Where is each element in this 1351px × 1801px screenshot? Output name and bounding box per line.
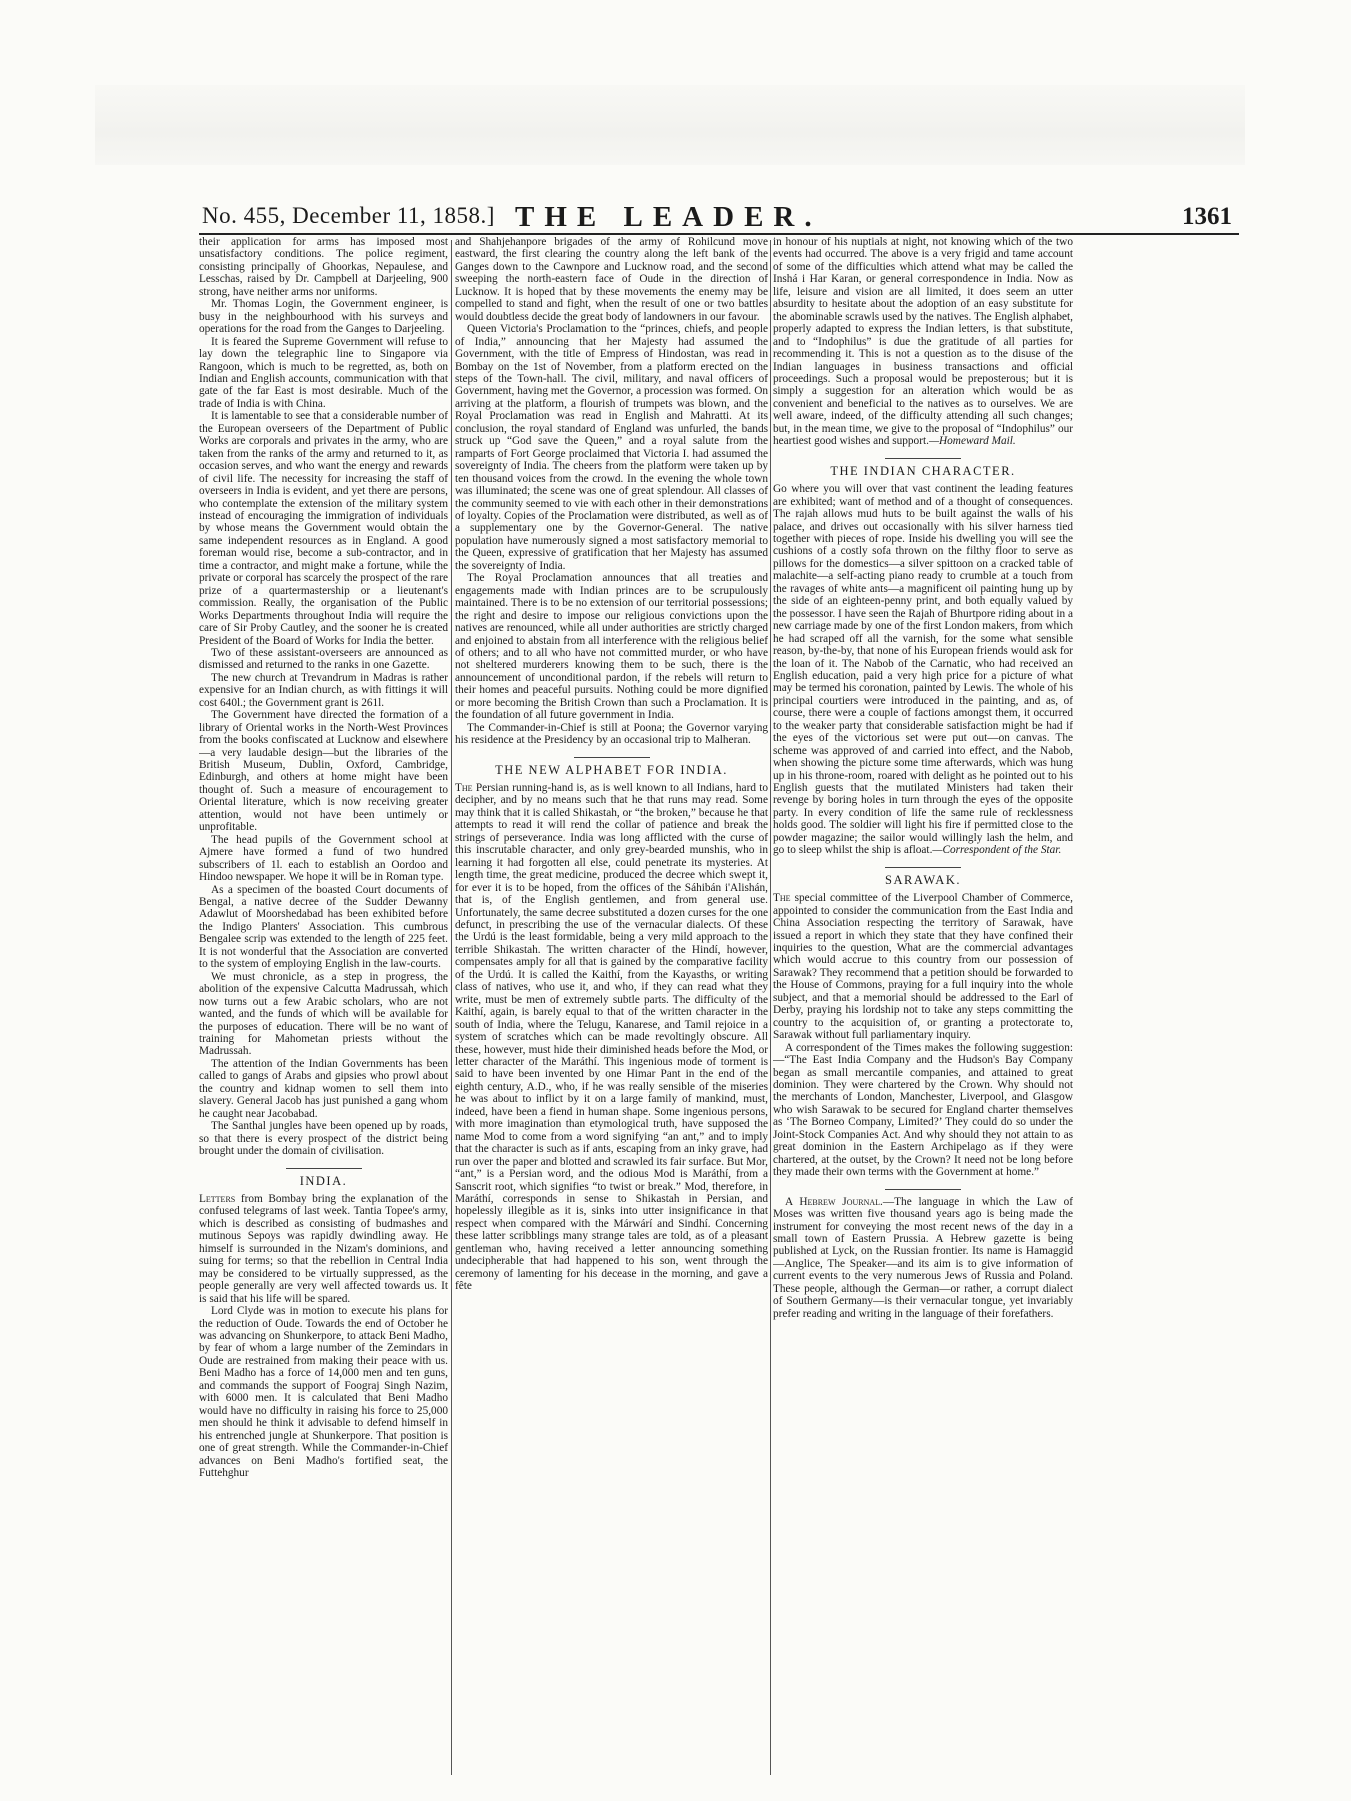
paragraph-text: —The language in which the Law of Moses was written five thousand years ago is being made the instrument for conveying the most recent news of the day in a small town of Eastern Prussia. A Hebrew gazette is being published at Lyck, on the Russian frontier. Its name is Hamaggid—Anglice, The Speaker—and its aim is to give information of current events to the very numerous Jews of Russia and Poland. These people, although the German—or rather, a corrupt dialect of Southern Germany—is their vernacular tongue, yet invariably prefer reading and writing in the language of their forefathers. xyxy=(773,1195,1073,1320)
column-divider xyxy=(451,240,452,1775)
paragraph: The Royal Proclamation announces that all treaties and engagements made with Indian princes are to be scrupulously maintained. There is to be no extension of our territorial possessions; the right and desire to impose our religious convictions upon the natives are renounced, while all under authorities are strictly charged and enjoined to abstain from all interference with the religious belief of others; and to all who have not committed murder, or who have not sheltered murderers knowing them to be such, there is the announcement of unconditional pardon, if the rebels will return to their homes and peaceful pursuits. Nothing could be more dignified or more becoming the British Crown than such a Proclamation. It is the foundation of all future government in India. xyxy=(455,572,768,722)
page-header xyxy=(202,203,1232,237)
page-number: 1361 xyxy=(1182,203,1232,230)
paragraph xyxy=(455,782,768,1293)
paragraph: The new church at Trevandrum in Madras is rather expensive for an Indian church, as with fittings it will cost 640l.; the Government grant is 261l. xyxy=(199,671,448,709)
paragraph xyxy=(773,483,1073,857)
section-rule xyxy=(286,1168,362,1169)
paragraph: their application for arms has imposed most unsatisfactory conditions. The police regiment, consisting principally of Ghoorkas, Nepaulese, and Lesschas, raised by Dr. Campbell at Darjeeling, 900 strong, have neither arms nor uniforms. xyxy=(199,236,448,298)
header-rule xyxy=(199,233,1239,235)
paragraph: The attention of the Indian Governments has been called to gangs of Arabs and gipsies who prowl about the country and kidnap women to sell them into slavery. General Jacob has just punished a gang whom he caught near Jacobabad. xyxy=(199,1057,448,1120)
paragraph xyxy=(773,236,1073,448)
paragraph xyxy=(773,1196,1073,1321)
section-heading-alphabet: THE NEW ALPHABET FOR INDIA. xyxy=(495,762,728,777)
paragraph: Queen Victoria's Proclamation to the “princes, chiefs, and people of India,” announcing that her Majesty had assumed the Government, with the title of Empress of Hindostan, was read in Bombay on the 1st of November, from a platform erected on the steps of the Town-hall. The civil, military, and naval officers of Government, having met the Governor, a procession was formed. On arriving at the platform, a flourish of trumpets was blown, and the Royal Proclamation was read in English and Mahratti. At its conclusion, the royal standard of England was unfurled, the bands struck up “God save the Queen,” and a royal salute from the ramparts of Fort George proclaimed that Victoria I. had assumed the sovereignty of India. The cheers from the platform were taken up by ten thousand voices from the crowd. In the evening the whole town was illuminated; the scene was one of great splendour. All classes of the community seemed to vie with each other in their demonstrations of loyalty. Copies of the Proclamation were distributed, as well as of a supplementary one by the Governor-General. The native population have numerously signed a most satisfactory memorial to the Queen, expressive of gratification that her Majesty has assumed the sovereignty of India. xyxy=(455,323,768,572)
section-rule xyxy=(885,1189,961,1190)
paragraph: The Commander-in-Chief is still at Poona; the Governor varying his residence at the Presidency by an occasional trip to Malheran. xyxy=(455,721,768,747)
paragraph: and Shahjehanpore brigades of the army of Rohilcund move eastward, the first clearing the country along the left bank of the Ganges down to the Cawnpore and Lucknow road, and the second sweeping the north-eastern face of Oude in the direction of Lucknow. It is hoped that by these movements the enemy may be compelled to stand and fight, when the result of one or two battles would doubtless decide the great body of landowners in our favour. xyxy=(455,236,768,323)
column-2 xyxy=(455,236,768,1771)
paragraph: As a specimen of the boasted Court documents of Bengal, a native decree of the Sudder Dewanny Adawlut of Moorshedabad has been exhibited before the Indigo Planters' Association. This cumbrous Bengalee scrip was extended to the length of 225 feet. It is not wonderful that the Association are converted to the system of employing English in the law-courts. xyxy=(199,883,448,971)
paragraph: The head pupils of the Government school at Ajmere have formed a fund of two hundred subscribers of 1l. each to establish an Oordoo and Hindoo newspaper. We hope it will be in Roman type. xyxy=(199,833,448,884)
source-credit: —Homeward Mail. xyxy=(928,435,1016,448)
paragraph xyxy=(199,1193,448,1305)
source-credit: —Correspondent of the Star. xyxy=(932,844,1062,857)
lead-word: Letters xyxy=(199,1192,236,1205)
section-heading-india: INDIA. xyxy=(299,1173,348,1188)
column-divider xyxy=(770,240,771,1775)
paragraph: We must chronicle, as a step in progress, the abolition of the expensive Calcutta Madrussah, which now turns out a few Arabic scholars, who are not wanted, and the funds of which will be available for the purposes of education. There will be no want of training for Mahometan priests without the Madrussah. xyxy=(199,970,448,1058)
paragraph: Mr. Thomas Login, the Government engineer, is busy in the neighbourhood with his surveys and operations for the road from the Ganges to Darjeeling. xyxy=(199,298,448,336)
paragraph: The Government have directed the formation of a library of Oriental works in the North-West Provinces from the books confiscated at Lucknow and elsewhere—a very laudable design—but the libraries of the British Museum, Dublin, Oxford, Cambridge, Edinburgh, and others at home might have been thought of. Such a measure of encouragement to Oriental literature, which is now receiving greater attention, would not have been untimely or unprofitable. xyxy=(199,709,448,834)
paragraph: Lord Clyde was in motion to execute his plans for the reduction of Oude. Towards the end of October he was advancing on Shunkerpore, to attack Beni Madho, by fear of whom a large number of the Zemindars in Oude are restrained from making their peace with us. Beni Madho has a force of 14,000 men and ten guns, and commands the support of Foograj Singh Nazim, with 6000 men. It is calculated that Beni Madho would have no difficulty in raising his force to 25,000 men should he think it advisable to defend himself in his entrenched jungle at Shunkerpore. That position is one of great strength. While the Commander-in-Chief advances on Beni Madho's fortified seat, the Futtehghur xyxy=(199,1305,448,1479)
lead-word: The xyxy=(455,782,473,795)
section-rule xyxy=(885,867,961,868)
section-rule xyxy=(574,757,650,758)
paragraph: A correspondent of the Times makes the following suggestion:—“The East India Company and the Hudson's Bay Company began as small mercantile companies, and attained to great dominion. They were chartered by the Crown. Why should not the merchants of London, Manchester, Liverpool, and Glasgow who wish Sarawak to be secured for England charter themselves as ‘The Borneo Company, Limited?’ They could do so under the Joint-Stock Companies Act. And why should they not attain to as great dominion in the Eastern Archipelago as if they were chartered, at the outset, by the Crown? It need not be long before they made their own terms with the Government at home.” xyxy=(773,1041,1073,1179)
lead-word: The xyxy=(773,892,791,905)
paragraph: It is feared the Supreme Government will refuse to lay down the telegraphic line to Singapore via Rangoon, which is much to be regretted, as, both on Indian and English accounts, communication with that gate of the far East is most desirable. Much of the trade of India is with China. xyxy=(199,335,448,410)
paragraph-text: from Bombay bring the explanation of the confused telegrams of last week. Tantia Topee's army, which is described as consisting of budmashes and mutinous Sepoys was rapidly dwindling away. He himself is surrounded in the Nizam's dominions, and suing for terms; so that the rebellion in Central India may be considered to be virtually suppressed, as the people generally are very well affected towards us. It is said that his life will be spared. xyxy=(199,1192,448,1305)
paragraph-text: Persian running-hand is, as is well known to all Indians, hard to decipher, and by no means such that he that runs may read. Some may think that it is called Shikastah, or “the broken,” because he that attempts to read it will rend the collar of patience and break the strings of perseverance. India was long afflicted with the curse of this inscrutable character, and only grey-bearded munshis, who in learning it had forgotten all else, could penetrate its mysteries. At length time, the great medicine, produced the decree which swept it, for ever it is to be hoped, from the offices of the Sáhibán i'Alishán, that is, of the English gentlemen, and from general use. Unfortunately, the same decree substituted a dozen curses for the one defunct, in prescribing the use of the vernacular dialects. Of these the Urdú is the least formidable, being a very mild approach to the terrible Shikastah. The written character of the Hindí, however, compensates amply for all that is gained by the comparative facility of the Urdú. It is called the Kaithí, from the Kayasths, or writing class of natives, who use it, and who, if they can read what they write, must be men of extremely subtle parts. The difficulty of the Kaithí, again, is barely equal to that of the written character in the south of India, where the Telugu, Kanarese, and Tamil rejoice in a system of scratches which can be made revoltingly obscure. All these, however, must hide their diminished heads before the Mod, or letter character of the Maráthí. This ingenious mode of torment is said to have been invented by one Himar Pant in the end of the eighth century, A.D., who, if he was really sensible of the miseries he was about to inflict by it on a large family of mankind, must, indeed, have been a fiend in human shape. Some ingenious persons, with more imagination than etymological truth, have supposed the name Mod to come from a word signifying “an ant,” and to imply that the character is such as if ants, escaping from an inky grave, had run over the paper and blotted and scrawled its fair surface. But Mor, “ant,” is a Persian word, and the odious Mod is Maráthí, from a Sanscrit root, which signifies “to twist or break.” Mod, therefore, in Maráthí, corresponds in sense to Shikastah in Persian, and hopelessly illegible as it is, sinks into utter insignificance in that respect when compared with the Márwárí and Sindhí. Concerning these latter scribblings many strange tales are told, as of a pleasant gentleman who, having received a letter announcing something undecipherable that had happened to his son, went through the ceremony of lamenting for his decease in the morning, and gave a fête xyxy=(455,782,768,1293)
paragraph: Two of these assistant-overseers are announced as dismissed and returned to the ranks in one Gazette. xyxy=(199,646,448,672)
lead-word: A Hebrew Journal. xyxy=(785,1195,883,1208)
column-3 xyxy=(773,236,1073,1771)
paragraph-text: special committee of the Liverpool Chamber of Commerce, appointed to consider the communication from the East India and China Association respecting the territory of Sarawak, have issued a report in which they state that they have confined their inquiries to the question, What are the commercial advantages which would accrue to this country from our possession of Sarawak? They recommend that a petition should be forwarded to the House of Commons, praying for a full inquiry into the whole subject, and that a memorial should be addressed to the Earl of Derby, praying his lordship not to take any steps committing the country to the acquisition of, or granting a protectorate to, Sarawak without full parliamentary inquiry. xyxy=(773,892,1073,1042)
masthead-title: THE LEADER. xyxy=(515,201,822,233)
paragraph xyxy=(773,892,1073,1041)
issue-date: No. 455, December 11, 1858.] xyxy=(202,203,495,228)
paragraph-text: Go where you will over that vast continent the leading features are exhibited; want of method and of a thought of consequences. The rajah allows mud huts to be built against the walls of his palace, and drives out occasionally with his silver harness tied together with pieces of rope. Inside his dwelling you will see the cushions of a costly sofa thrown on the filthy floor to serve as pillows for the domestics—a silver spittoon on a cracked table of malachite—a self-acting piano ready to crumble at a touch from the ravages of white ants—a magnificent oil painting hung up by the side of an eighteen-penny print, and both equally valued by the possessor. I have seen the Rajah of Bhurtpore riding about in a new carriage made by one of the first London makers, from which he had scraped off all the varnish, for the some what sensible reason, by-the-by, that none of his European friends would ask for the loan of it. The Nabob of the Carnatic, who had received an English education, paid a very high price for a picture of what may be termed his coronation, painted by Lewis. The whole of his principal courtiers were introduced in the painting, and as, of course, there were a couple of factions amongst them, it occurred to the weaker party that considerable satisfaction might be had if the eyes of the victorious set were put out—on canvas. The scheme was approved of and carried into effect, and the Nabob, when showing the picture some time afterwards, which was hung up in his throne-room, roared with delight as he pointed out to his English guests that the mutilated Ministers had taken their revenge by boring holes in turn through the eyes of the opposite party. In every condition of life the same rule of recklessness holds good. The soldier will light his fire if permitted close to the powder magazine; the sailor would willingly lash the helm, and go to sleep whilst the ship is afloat. xyxy=(773,483,1073,857)
paragraph-text: in honour of his nuptials at night, not knowing which of the two events had occurred. The above is a very frigid and tame account of some of the difficulties which attend what may be called the Inshá i Har Karan, or general correspondence in India. Now as life, leisure and vision are all limited, it does seem an utter absurdity to hesitate about the adoption of an easy substitute for the abominable scrawls used by the natives. The English alphabet, properly adapted to express the Indian letters, is that substitute, and to “Indophilus” is due the gratitude of all parties for recommending it. This is not a question as to the disuse of the Indian languages in business transactions and official proceedings. Such a proposal would be preposterous; but it is simply a suggestion for an alteration which would be as convenient and beneficial to the natives as to ourselves. We are well aware, indeed, of the difficulty attending all such changes; but, in the mean time, we give to the proposal of “Indophilus” our heartiest good wishes and support. xyxy=(773,236,1073,448)
column-1 xyxy=(199,236,448,1771)
section-heading-character: THE INDIAN CHARACTER. xyxy=(830,463,1016,478)
paragraph: It is lamentable to see that a considerable number of the European overseers of the Department of Public Works are corporals and privates in the army, who are taken from the ranks of the army and returned to it, as occasion serves, and who want the energy and rewards of civil life. The necessity for increasing the staff of overseers in India is evident, and yet there are persons, who contemplate the extension of the military system instead of encouraging the immigration of individuals by whose means the Government would obtain the same independent resources as in England. A good foreman would rise, become a sub-contractor, and in time a contractor, and might make a fortune, while the private or corporal has scarcely the prospect of the rare prize of a quartermastership or a lieutenant's commission. Really, the organisation of the Public Works Departments throughout India will require the care of Sir Proby Cautley, and the sooner he is created President of the Board of Works for India the better. xyxy=(199,410,448,647)
section-rule xyxy=(885,458,961,459)
section-heading-sarawak: SARAWAK. xyxy=(885,872,961,887)
paragraph: The Santhal jungles have been opened up by roads, so that there is every prospect of the district being brought under the domain of civilisation. xyxy=(199,1120,448,1158)
scan-top-shadow xyxy=(95,85,1245,165)
